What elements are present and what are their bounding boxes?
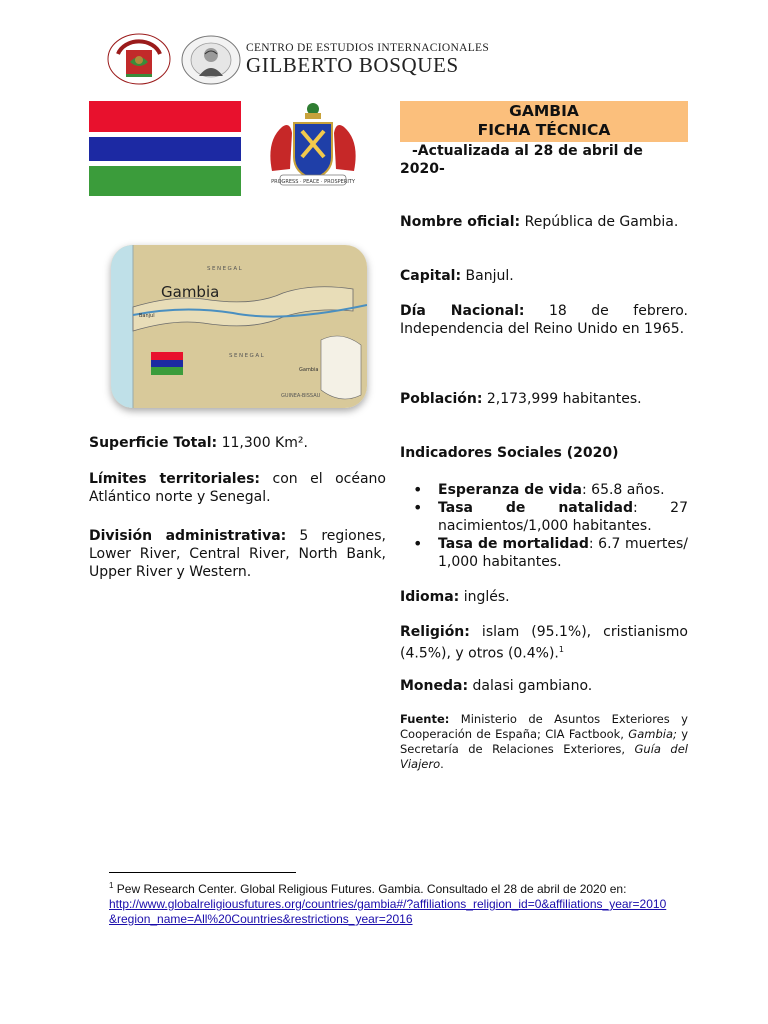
borders: Límites territoriales: con el océano Atlántico norte y Senegal. [89,471,386,505]
title-box [400,101,688,142]
indicators-heading: Indicadores Sociales (2020) [400,445,619,461]
list-item: • Tasa de natalidad: 27 nacimientos/1,000 habitantes. [400,499,688,535]
list-item: • Esperanza de vida: 65.8 años. [400,481,688,499]
map-label-senegal-north: SENEGAL [207,266,244,272]
map-label-banjul: Banjul [139,313,155,319]
map-label-senegal-south: SENEGAL [229,353,266,359]
institution-line: CENTRO DE ESTUDIOS INTERNACIONALES [246,42,490,54]
center-seal [180,34,242,86]
capital: Capital: Banjul. [400,268,514,284]
administrative-division: División administrativa: 5 regiones, Lower River, Central River, North Bank, Upper River y Western. [89,528,386,580]
coat-motto: PROGRESS · PEACE · PROSPERITY [271,179,355,185]
map-label-guinea-bissau: GUINEA-BISSAU [281,393,321,399]
title-subtitle: FICHA TÉCNICA [477,121,611,139]
map-label-gambia-inset: Gambia [299,367,319,373]
source-note: Fuente: Ministerio de Asuntos Exteriores y Cooperación de España; CIA Factbook, Gambia; y Secretaría de Relaciones Exteriores, Guía del Viajero. [400,712,688,771]
total-area: Superficie Total: 11,300 Km². [89,435,308,451]
currency: Moneda: dalasi gambiano. [400,678,593,694]
footnote-ref[interactable]: 1 [558,645,564,654]
institution-name: GILBERTO BOSQUES [246,53,459,77]
national-day: Día Nacional: 18 de febrero. Independencia del Reino Unido en 1965. [400,303,688,337]
official-name: Nombre oficial: República de Gambia. [400,214,679,230]
footnote-divider [109,872,296,873]
list-item: • Tasa de mortalidad: 6.7 muertes/ 1,000 habitantes. [400,535,688,571]
footnote: $^1$ Pew Research Center. Global Religious Futures. Gambia. Consultado el 28 de abril de 2020 en: http://www.globalreligiousfutures.org/countries/gambia#/?affiliations_religion_id=0&affiliations_year=2010&region_name=All%20Countries&restrictions_year=2016 [109,881,667,926]
gambia-flag [89,101,241,196]
gambia-map [111,245,367,408]
coat-of-arms [258,101,368,195]
footnote-link[interactable]: http://www.globalreligiousfutures.org/countries/gambia#/?affiliations_religion_id=0&affiliations_year=2010&region_name=All%20Countries&restrictions_year=2016 [109,897,667,926]
updated-date: -Actualizada al 28 de abril de 2020- [400,143,643,177]
map-title: Gambia [161,283,220,301]
senate-seal [106,32,172,86]
religion: Religión: islam (95.1%), cristianismo (4.5%), y otros (0.4%).$^1$ [400,624,688,662]
indicators-list [400,481,688,571]
title-country: GAMBIA [509,102,579,120]
language: Idioma: inglés. [400,589,510,605]
population: Población: 2,173,999 habitantes. [400,391,642,407]
